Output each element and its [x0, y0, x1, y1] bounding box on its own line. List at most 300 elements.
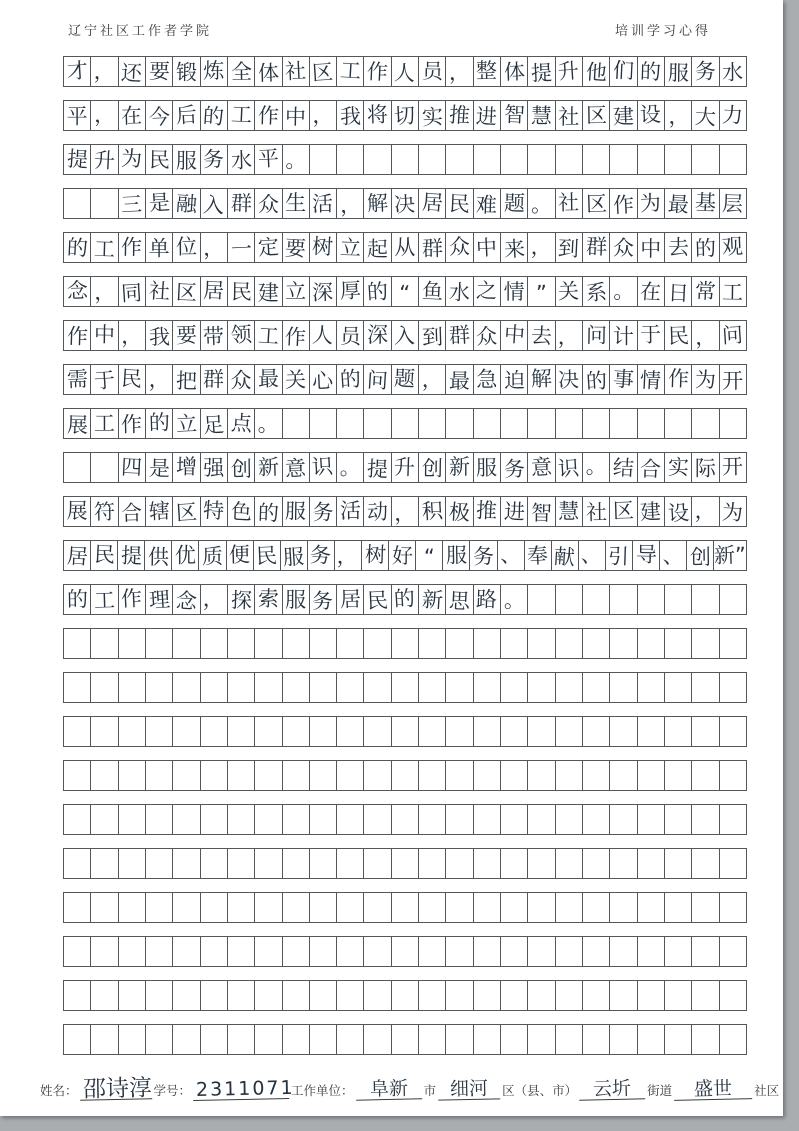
- grid-cell: [337, 57, 364, 86]
- handwritten-character: 深: [312, 280, 334, 305]
- grid-cell: [255, 497, 282, 526]
- handwritten-character: 。: [584, 454, 608, 480]
- grid-cell: [283, 717, 310, 746]
- grid-cell: [146, 585, 173, 614]
- grid-cell: [173, 409, 200, 438]
- grid-cell: [692, 761, 719, 790]
- grid-cell: [610, 981, 637, 1010]
- grid-cell: [583, 893, 610, 922]
- handwritten-character: 难: [475, 192, 498, 218]
- grid-cell: [638, 321, 665, 350]
- grid-cell: [64, 1025, 91, 1054]
- grid-cell: [501, 497, 528, 526]
- handwritten-character: 一: [230, 236, 253, 262]
- grid-cell: [610, 233, 637, 262]
- grid-cell: [362, 541, 389, 570]
- grid-cell: [610, 145, 637, 174]
- grid-cell: [64, 497, 91, 526]
- grid-cell: [474, 409, 501, 438]
- grid-row: [63, 452, 747, 483]
- grid-cell: [720, 585, 746, 614]
- institution-title: 辽宁社区工作者学院: [68, 24, 213, 39]
- grid-row: [63, 188, 747, 219]
- grid-cell: [501, 453, 528, 482]
- grid-cell: [255, 805, 282, 834]
- grid-cell: [173, 717, 200, 746]
- handwritten-character: 众: [448, 234, 471, 260]
- handwritten-character: 强: [203, 456, 225, 480]
- grid-cell: [720, 277, 746, 306]
- grid-cell: [583, 189, 610, 218]
- handwritten-character: 到: [557, 236, 580, 262]
- grid-cell: [556, 101, 583, 130]
- handwritten-character: 将: [366, 102, 389, 128]
- grid-cell: [119, 101, 146, 130]
- handwritten-character: 工: [339, 58, 362, 84]
- grid-cell: [310, 57, 337, 86]
- handwritten-character: 员: [421, 59, 443, 84]
- handwritten-character: 务: [309, 542, 333, 569]
- grid-cell: [364, 585, 391, 614]
- grid-cell: [337, 189, 364, 218]
- handwritten-character: 动: [366, 499, 389, 525]
- handwritten-character: 同: [120, 280, 144, 306]
- grid-cell: [255, 717, 282, 746]
- grid-cell: [610, 717, 637, 746]
- grid-cell: [638, 805, 665, 834]
- grid-cell: [638, 629, 665, 658]
- grid-cell: [64, 189, 91, 218]
- grid-cell: [525, 541, 552, 570]
- grid-cell: [201, 409, 228, 438]
- work-unit-label: 工作单位：: [291, 1083, 354, 1098]
- grid-cell: [173, 849, 200, 878]
- grid-cell: [283, 277, 310, 306]
- grid-cell: [583, 145, 610, 174]
- handwritten-character: 创: [230, 457, 252, 482]
- grid-cell: [556, 805, 583, 834]
- grid-cell: [665, 189, 692, 218]
- grid-cell: [474, 189, 501, 218]
- grid-cell: [364, 233, 391, 262]
- grid-cell: [228, 497, 255, 526]
- manuscript-grid: [63, 56, 747, 1068]
- grid-cell: [337, 585, 364, 614]
- handwritten-character: ，: [202, 586, 225, 612]
- grid-cell: [119, 805, 146, 834]
- handwritten-character: 最: [666, 191, 690, 218]
- grid-cell: [173, 937, 200, 966]
- handwritten-character: 识: [311, 454, 335, 480]
- grid-cell: [146, 629, 173, 658]
- handwritten-character: 体: [257, 60, 280, 86]
- handwritten-character: 思: [448, 588, 471, 614]
- grid-cell: [91, 145, 118, 174]
- handwritten-character: 社: [558, 105, 580, 130]
- handwritten-character: 中: [502, 322, 526, 348]
- handwritten-character: 进: [503, 499, 526, 525]
- handwritten-character: 全: [230, 59, 252, 85]
- grid-cell: [201, 1025, 228, 1054]
- handwritten-character: 慧: [530, 103, 553, 129]
- grid-cell: [146, 189, 173, 218]
- handwritten-character: 他: [584, 59, 608, 86]
- grid-cell: [283, 453, 310, 482]
- handwritten-character: 情: [503, 280, 525, 304]
- grid-cell: [255, 761, 282, 790]
- grid-cell: [173, 585, 200, 614]
- grid-cell: [364, 497, 391, 526]
- handwritten-character: ”: [535, 281, 548, 306]
- grid-cell: [474, 761, 501, 790]
- handwritten-character: 深: [367, 322, 389, 347]
- handwritten-character: 活: [339, 498, 361, 523]
- grid-cell: [201, 453, 228, 482]
- grid-cell: [337, 849, 364, 878]
- handwritten-character: 关: [557, 279, 580, 304]
- handwritten-character: 社: [585, 500, 607, 525]
- handwritten-character: ，: [312, 103, 334, 128]
- grid-cell: [119, 1025, 146, 1054]
- grid-row: [63, 584, 747, 615]
- grid-cell: [665, 629, 692, 658]
- grid-cell: [64, 233, 91, 262]
- handwritten-character: 群: [585, 234, 608, 260]
- grid-cell: [146, 57, 173, 86]
- handwritten-character: 题: [503, 191, 525, 216]
- grid-cell: [119, 233, 146, 262]
- grid-cell: [64, 893, 91, 922]
- grid-cell: [201, 805, 228, 834]
- handwritten-character: 是: [147, 190, 171, 216]
- grid-cell: [173, 1025, 200, 1054]
- grid-cell: [337, 805, 364, 834]
- handwritten-character: 人: [312, 323, 334, 348]
- handwritten-character: 设: [666, 500, 690, 526]
- grid-cell: [638, 453, 665, 482]
- grid-cell: [606, 541, 633, 570]
- handwritten-character: 民: [230, 279, 252, 305]
- handwritten-character: 民: [93, 542, 116, 568]
- grid-cell: [419, 629, 446, 658]
- grid-cell: [283, 805, 310, 834]
- grid-cell: [283, 57, 310, 86]
- grid-cell: [692, 453, 719, 482]
- handwritten-character: 区: [585, 103, 607, 128]
- grid-cell: [91, 937, 118, 966]
- grid-cell: [364, 673, 391, 702]
- grid-cell: [364, 981, 391, 1010]
- grid-cell: [146, 1025, 173, 1054]
- grid-cell: [64, 673, 91, 702]
- handwritten-character: 今: [148, 104, 171, 130]
- grid-cell: [255, 321, 282, 350]
- handwritten-character: 问: [721, 322, 744, 349]
- grid-cell: [173, 189, 200, 218]
- grid-cell: [692, 673, 719, 702]
- grid-cell: [201, 277, 228, 306]
- handwritten-character: 炼: [203, 58, 225, 83]
- grid-cell: [364, 893, 391, 922]
- grid-cell: [201, 761, 228, 790]
- handwritten-character: 群: [421, 236, 443, 261]
- handwritten-character: 新”: [713, 542, 747, 568]
- handwritten-character: 平: [66, 104, 88, 129]
- grid-cell: [638, 365, 665, 394]
- handwritten-character: 新: [257, 455, 280, 480]
- grid-cell: [528, 673, 555, 702]
- grid-cell: [720, 717, 746, 746]
- handwritten-character: 情: [639, 368, 662, 394]
- handwritten-character: 升: [394, 455, 416, 480]
- handwritten-character: ，: [202, 235, 225, 261]
- grid-cell: [227, 541, 254, 570]
- grid-cell: [720, 321, 746, 350]
- grid-cell: [146, 893, 173, 922]
- grid-cell: [556, 321, 583, 350]
- grid-cell: [337, 1025, 364, 1054]
- grid-cell: [501, 937, 528, 966]
- district-suffix-label: 区（县、市）: [502, 1083, 578, 1098]
- handwritten-character: 作: [120, 586, 143, 612]
- grid-cell: [119, 629, 146, 658]
- grid-cell: [665, 101, 692, 130]
- grid-cell: [173, 365, 200, 394]
- handwritten-character: 探: [230, 588, 252, 613]
- grid-cell: [255, 189, 282, 218]
- grid-cell: [720, 1025, 746, 1054]
- grid-cell: [638, 1025, 665, 1054]
- handwritten-character: 民: [366, 588, 389, 614]
- handwritten-character: 提: [65, 146, 89, 173]
- handwritten-character: 众: [257, 192, 280, 217]
- grid-cell: [474, 805, 501, 834]
- handwritten-character: 。: [339, 455, 362, 481]
- grid-cell: [610, 629, 637, 658]
- grid-cell: [201, 365, 228, 394]
- handwritten-character: 实: [421, 104, 444, 130]
- grid-cell: [556, 585, 583, 614]
- grid-cell: [392, 937, 419, 966]
- grid-cell: [255, 277, 282, 306]
- grid-cell: [528, 277, 555, 306]
- grid-cell: [528, 497, 555, 526]
- grid-cell: [446, 497, 473, 526]
- grid-cell: [528, 893, 555, 922]
- grid-cell: [692, 629, 719, 658]
- grid-cell: [254, 541, 281, 570]
- grid-cell: [501, 717, 528, 746]
- grid-cell: [692, 321, 719, 350]
- grid-cell: [173, 673, 200, 702]
- grid-cell: [583, 365, 610, 394]
- handwritten-character: 体: [503, 59, 526, 85]
- grid-cell: [255, 981, 282, 1010]
- handwritten-character: 工: [93, 236, 116, 262]
- handwritten-character: 开: [722, 369, 744, 394]
- grid-cell: [119, 981, 146, 1010]
- grid-cell: [556, 937, 583, 966]
- grid-cell: [474, 233, 501, 262]
- grid-cell: [583, 937, 610, 966]
- grid-cell: [283, 365, 310, 394]
- handwritten-character: 立: [339, 235, 362, 261]
- handwritten-character: 树: [311, 234, 335, 260]
- grid-cell: [119, 893, 146, 922]
- grid-cell: [528, 453, 555, 482]
- grid-cell: [310, 365, 337, 394]
- grid-cell: [720, 893, 746, 922]
- grid-cell: [392, 189, 419, 218]
- handwritten-character: 三: [120, 192, 143, 218]
- grid-cell: [665, 321, 692, 350]
- grid-cell: [474, 1025, 501, 1054]
- grid-cell: [583, 321, 610, 350]
- grid-cell: [91, 717, 118, 746]
- grid-cell: [583, 409, 610, 438]
- grid-cell: [364, 101, 391, 130]
- handwritten-character: 中: [284, 105, 307, 130]
- grid-cell: [201, 233, 228, 262]
- grid-cell: [91, 365, 118, 394]
- grid-cell: [665, 849, 692, 878]
- grid-cell: [119, 365, 146, 394]
- handwritten-character: 作: [257, 103, 280, 129]
- grid-cell: [310, 409, 337, 438]
- grid-cell: [501, 849, 528, 878]
- handwritten-character: 民: [120, 366, 144, 392]
- grid-cell: [146, 805, 173, 834]
- handwritten-character: 路: [475, 587, 498, 612]
- handwritten-character: 解: [366, 190, 389, 216]
- grid-cell: [91, 189, 118, 218]
- grid-cell: [474, 849, 501, 878]
- handwritten-character: 建: [257, 281, 279, 306]
- grid-cell: [638, 673, 665, 702]
- handwritten-character: 计: [612, 324, 634, 349]
- grid-cell: [665, 673, 692, 702]
- grid-cell: [501, 321, 528, 350]
- grid-cell: [583, 453, 610, 482]
- handwritten-character: 区: [585, 191, 607, 217]
- grid-cell: [255, 101, 282, 130]
- grid-cell: [91, 233, 118, 262]
- grid-cell: [364, 409, 391, 438]
- grid-cell: [173, 101, 200, 130]
- grid-cell: [283, 673, 310, 702]
- grid-cell: [501, 673, 528, 702]
- grid-cell: [556, 453, 583, 482]
- footer-fill-in-line: [38, 1075, 780, 1103]
- grid-cell: [91, 1025, 118, 1054]
- handwritten-character: 立: [175, 411, 198, 437]
- grid-cell: [228, 57, 255, 86]
- grid-cell: [91, 981, 118, 1010]
- grid-cell: [665, 893, 692, 922]
- grid-cell: [610, 893, 637, 922]
- handwritten-character: 合: [639, 456, 662, 482]
- grid-cell: [583, 805, 610, 834]
- grid-cell: [720, 805, 746, 834]
- grid-row: [63, 980, 747, 1011]
- handwritten-character: 设: [639, 102, 662, 128]
- handwritten-character: 合: [120, 500, 143, 526]
- handwritten-character: 民: [448, 191, 471, 217]
- handwritten-character: 平: [257, 146, 280, 172]
- handwritten-character: 整: [476, 58, 498, 83]
- grid-cell: [201, 497, 228, 526]
- grid-cell: [665, 453, 692, 482]
- grid-cell: [528, 761, 555, 790]
- grid-cell: [337, 453, 364, 482]
- grid-cell: [392, 761, 419, 790]
- handwritten-character: ，: [336, 544, 360, 570]
- grid-cell: [64, 145, 91, 174]
- handwritten-character: 智: [530, 501, 553, 526]
- grid-row: [63, 276, 747, 307]
- handwritten-character: 、: [662, 544, 684, 568]
- handwritten-character: 层: [721, 191, 744, 217]
- grid-cell: [392, 453, 419, 482]
- grid-cell: [692, 893, 719, 922]
- handwritten-character: 务: [472, 544, 495, 569]
- grid-cell: [201, 981, 228, 1010]
- handwritten-character: 的: [393, 586, 417, 612]
- handwritten-character: 引: [608, 544, 630, 569]
- handwritten-character: 社: [558, 190, 580, 215]
- grid-cell: [583, 101, 610, 130]
- grid-cell: [201, 189, 228, 218]
- handwritten-character: 为: [694, 367, 717, 393]
- handwritten-character: 的: [66, 587, 88, 612]
- grid-cell: [474, 101, 501, 130]
- grid-cell: [364, 805, 391, 834]
- grid-cell: [446, 57, 473, 86]
- grid-cell: [364, 453, 391, 482]
- grid-cell: [638, 57, 665, 86]
- grid-cell: [119, 761, 146, 790]
- grid-cell: [556, 981, 583, 1010]
- handwritten-character: 社: [147, 278, 171, 305]
- grid-cell: [552, 541, 579, 570]
- handwritten-character: ，: [421, 367, 444, 393]
- grid-cell: [172, 541, 199, 570]
- grid-cell: [91, 893, 118, 922]
- grid-cell: [498, 541, 525, 570]
- grid-cell: [146, 409, 173, 438]
- grid-cell: [173, 277, 200, 306]
- grid-cell: [638, 585, 665, 614]
- handwritten-character: 起: [366, 237, 389, 262]
- handwritten-character: 要: [175, 323, 198, 348]
- grid-cell: [64, 585, 91, 614]
- grid-cell: [501, 629, 528, 658]
- handwritten-character: 我: [148, 325, 170, 350]
- grid-cell: [446, 409, 473, 438]
- handwritten-character: 际: [694, 456, 716, 481]
- grid-cell: [337, 409, 364, 438]
- handwritten-character: 关: [284, 367, 307, 393]
- grid-cell: [474, 497, 501, 526]
- handwritten-character: 是: [148, 456, 170, 481]
- grid-cell: [228, 1025, 255, 1054]
- handwritten-character: 为: [639, 190, 662, 217]
- handwritten-character: 的: [339, 366, 362, 393]
- grid-cell: [583, 233, 610, 262]
- handwritten-character: 。: [284, 147, 307, 173]
- grid-cell: [720, 981, 746, 1010]
- handwritten-character: ，: [339, 192, 362, 218]
